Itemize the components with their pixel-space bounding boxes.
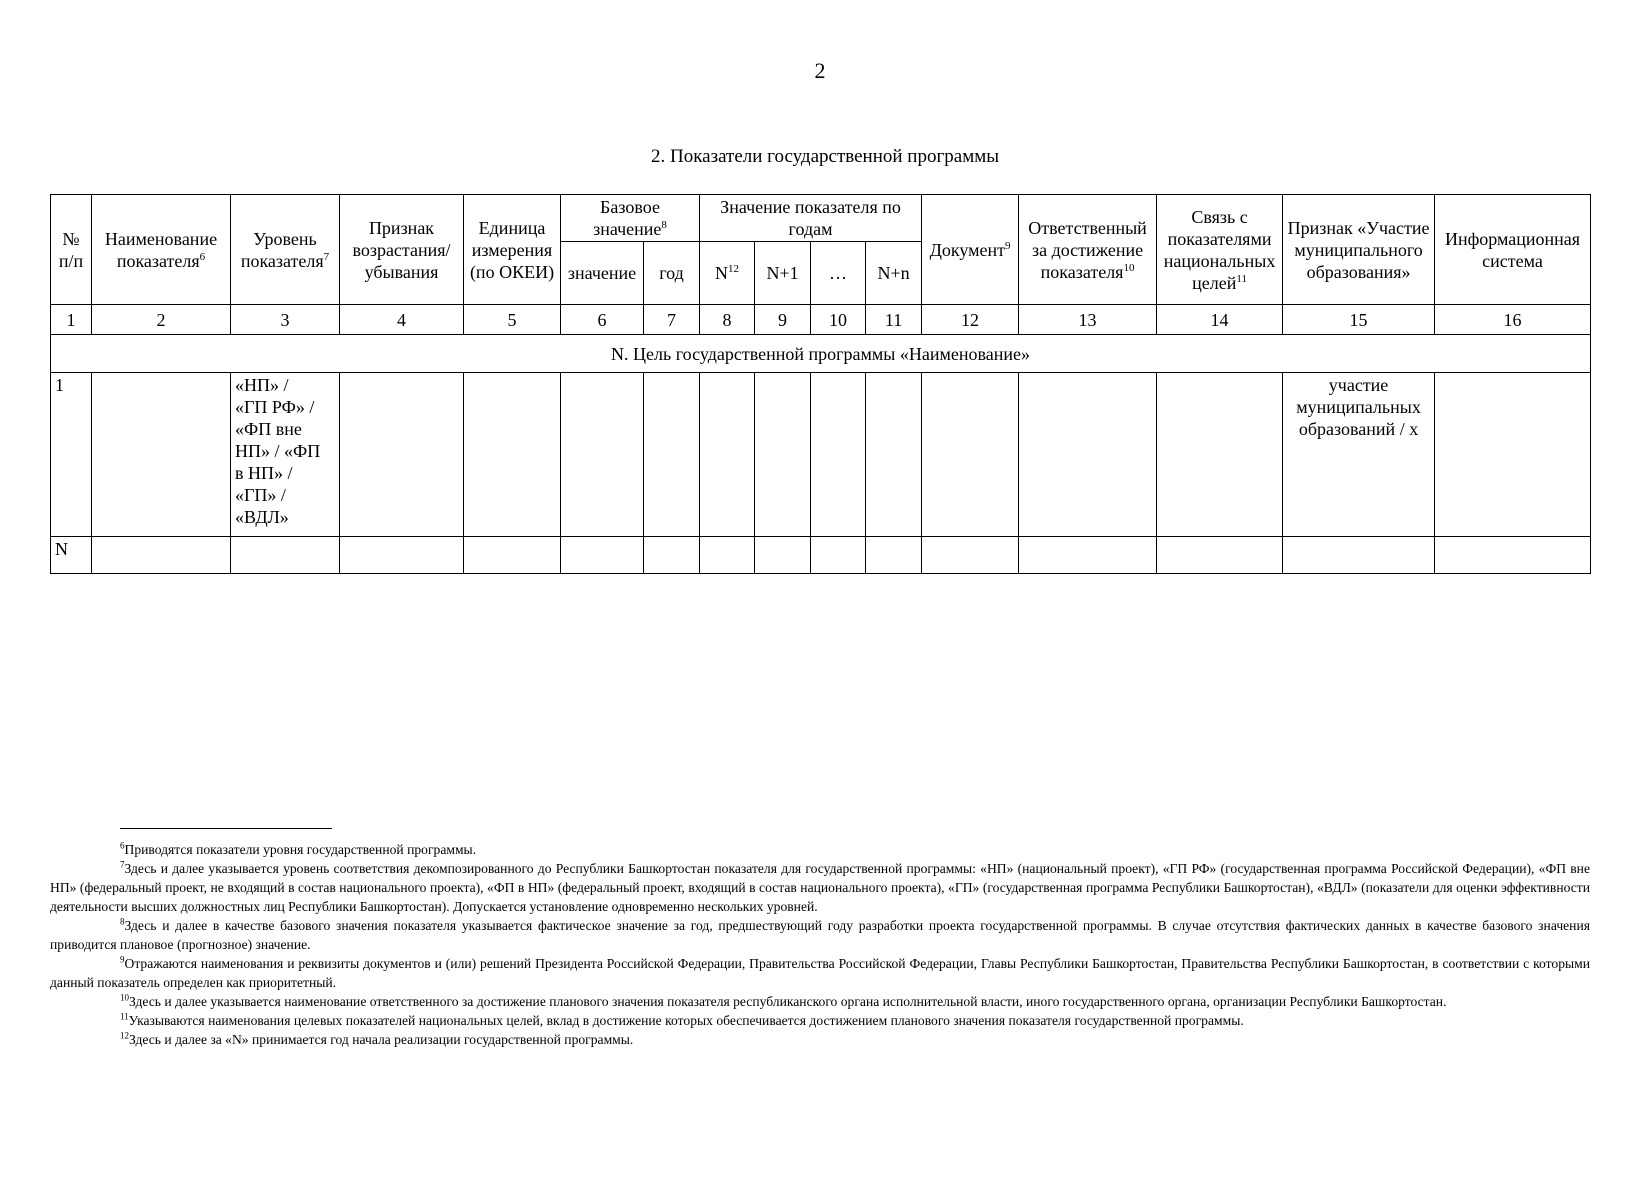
column-number: 6 xyxy=(561,305,644,335)
row-responsible xyxy=(1019,537,1157,574)
header-level: Уровень показателя$^7$ xyxy=(231,195,340,305)
footnote-12: $^{12}$Здесь и далее за «N» принимается год начала реализации государственной программы. xyxy=(120,1030,634,1047)
row-document xyxy=(922,537,1019,574)
header-year-nn: N+n xyxy=(866,242,922,305)
header-responsible: Ответственный за достижение показателя$^{10}$ xyxy=(1019,195,1157,305)
column-number: 7 xyxy=(644,305,700,335)
row-year-n xyxy=(700,373,755,537)
column-number: 11 xyxy=(866,305,922,335)
header-national-goals: Связь с показателями национальных целей$^{11}$ xyxy=(1157,195,1283,305)
column-number: 15 xyxy=(1283,305,1435,335)
section-title: 2. Показатели государственной программы xyxy=(650,146,1000,167)
column-number: 13 xyxy=(1019,305,1157,335)
column-number: 12 xyxy=(922,305,1019,335)
header-base-year: год xyxy=(644,242,700,305)
header-municipal: Признак «Участие муниципального образования» xyxy=(1283,195,1435,305)
header-row-1 xyxy=(51,195,1591,242)
row-num: 1 xyxy=(51,373,92,537)
row-info-system xyxy=(1435,537,1591,574)
header-num: № п/п xyxy=(51,195,92,305)
row-year-n1 xyxy=(755,537,811,574)
footnote-6: $^6$Приводятся показатели уровня государственной программы. xyxy=(120,840,477,857)
row-base-value xyxy=(561,537,644,574)
header-trend: Признак возрастания/ убывания xyxy=(340,195,464,305)
table-row xyxy=(51,373,1591,537)
row-year-nn xyxy=(866,537,922,574)
table-row xyxy=(51,537,1591,574)
row-year-n xyxy=(700,537,755,574)
footnote-8: $^8$Здесь и далее в качестве базового значения показателя указывается фактическое значение за год, предшествующий году разработки проекта государственной программы. В случае отсутствия фактических данных в качестве базового значения приводится плановое (прогнозное) значение. xyxy=(50,916,1590,952)
column-number: 14 xyxy=(1157,305,1283,335)
row-unit xyxy=(464,373,561,537)
header-base-value: значение xyxy=(561,242,644,305)
column-number: 4 xyxy=(340,305,464,335)
header-year-dots: … xyxy=(811,242,866,305)
column-number: 9 xyxy=(755,305,811,335)
row-info-system xyxy=(1435,373,1591,537)
goal-row xyxy=(51,335,1591,373)
footnotes xyxy=(50,840,1590,1049)
row-base-value xyxy=(561,373,644,537)
row-municipal: участие муниципальных образований / х xyxy=(1283,373,1435,537)
footnote-7: $^7$Здесь и далее указывается уровень соответствия декомпозированного до Республики Башкортостан показателя для государственной программы: «НП» (национальный проект), «ГП РФ» (государственная программа Российской Федерации), «ФП вне НП» (федеральный проект, не входящий в состав национального проекта), «ФП в НП» (федеральный проект, входящий в состав национального проекта), «ГП» (государственная программа Республики Башкортостан), «ВДЛ» (показатели для оценки эффективности деятельности высших должностных лиц Республики Башкортостан). Допускается установление одновременно нескольких уровней. xyxy=(50,859,1590,914)
row-municipal xyxy=(1283,537,1435,574)
row-document xyxy=(922,373,1019,537)
row-responsible xyxy=(1019,373,1157,537)
header-unit: Единица измерения (по ОКЕИ) xyxy=(464,195,561,305)
header-year-n: $N^{12}$ xyxy=(700,242,755,305)
footnote-10: $^{10}$Здесь и далее указывается наименование ответственного за достижение планового значения показателя республиканского органа исполнительной власти, иного государственного органа, организации Республики Башкортостан. xyxy=(120,992,1447,1009)
footnote-11: $^{11}$Указываются наименования целевых показателей национальных целей, вклад в достижение которых обеспечивается достижением планового значения показателя государственной программы. xyxy=(120,1011,1244,1028)
row-national-goals xyxy=(1157,373,1283,537)
footnote-separator xyxy=(120,828,332,829)
column-number: 1 xyxy=(51,305,92,335)
row-year-n1 xyxy=(755,373,811,537)
header-document: Документ$^9$ xyxy=(922,195,1019,305)
column-number: 10 xyxy=(811,305,866,335)
row-trend xyxy=(340,373,464,537)
header-year-n1: N+1 xyxy=(755,242,811,305)
row-name xyxy=(92,373,231,537)
header-base: Базовое значение$^8$ xyxy=(561,195,700,242)
column-number: 2 xyxy=(92,305,231,335)
page-number: 2 xyxy=(814,58,826,83)
row-unit xyxy=(464,537,561,574)
header-name: Наименование показателя$^6$ xyxy=(92,195,231,305)
row-num: N xyxy=(51,537,92,574)
row-trend xyxy=(340,537,464,574)
column-numbers-row xyxy=(51,305,1591,335)
column-number: 5 xyxy=(464,305,561,335)
row-base-year xyxy=(644,373,700,537)
footnote-9: $^9$Отражаются наименования и реквизиты документов и (или) решений Президента Российской Федерации, Правительства Российской Федерации, Главы Республики Башкортостан, Правительства Республики Башкортостан, в соответствии с которыми данный показатель определен как приоритетный. xyxy=(50,954,1590,990)
indicators-table xyxy=(50,194,1591,574)
row-level: «НП» / «ГП РФ» / «ФП вне НП» / «ФП в НП» / «ГП» / «ВДЛ» xyxy=(231,373,340,537)
column-number: 8 xyxy=(700,305,755,335)
column-number: 16 xyxy=(1435,305,1591,335)
row-base-year xyxy=(644,537,700,574)
row-year-dots xyxy=(811,373,866,537)
row-name xyxy=(92,537,231,574)
goal-title: N. Цель государственной программы «Наименование» xyxy=(51,335,1591,373)
header-years: Значение показателя по годам xyxy=(700,195,922,242)
row-year-dots xyxy=(811,537,866,574)
row-year-nn xyxy=(866,373,922,537)
column-number: 3 xyxy=(231,305,340,335)
header-info-system: Информационная система xyxy=(1435,195,1591,305)
row-national-goals xyxy=(1157,537,1283,574)
row-level xyxy=(231,537,340,574)
